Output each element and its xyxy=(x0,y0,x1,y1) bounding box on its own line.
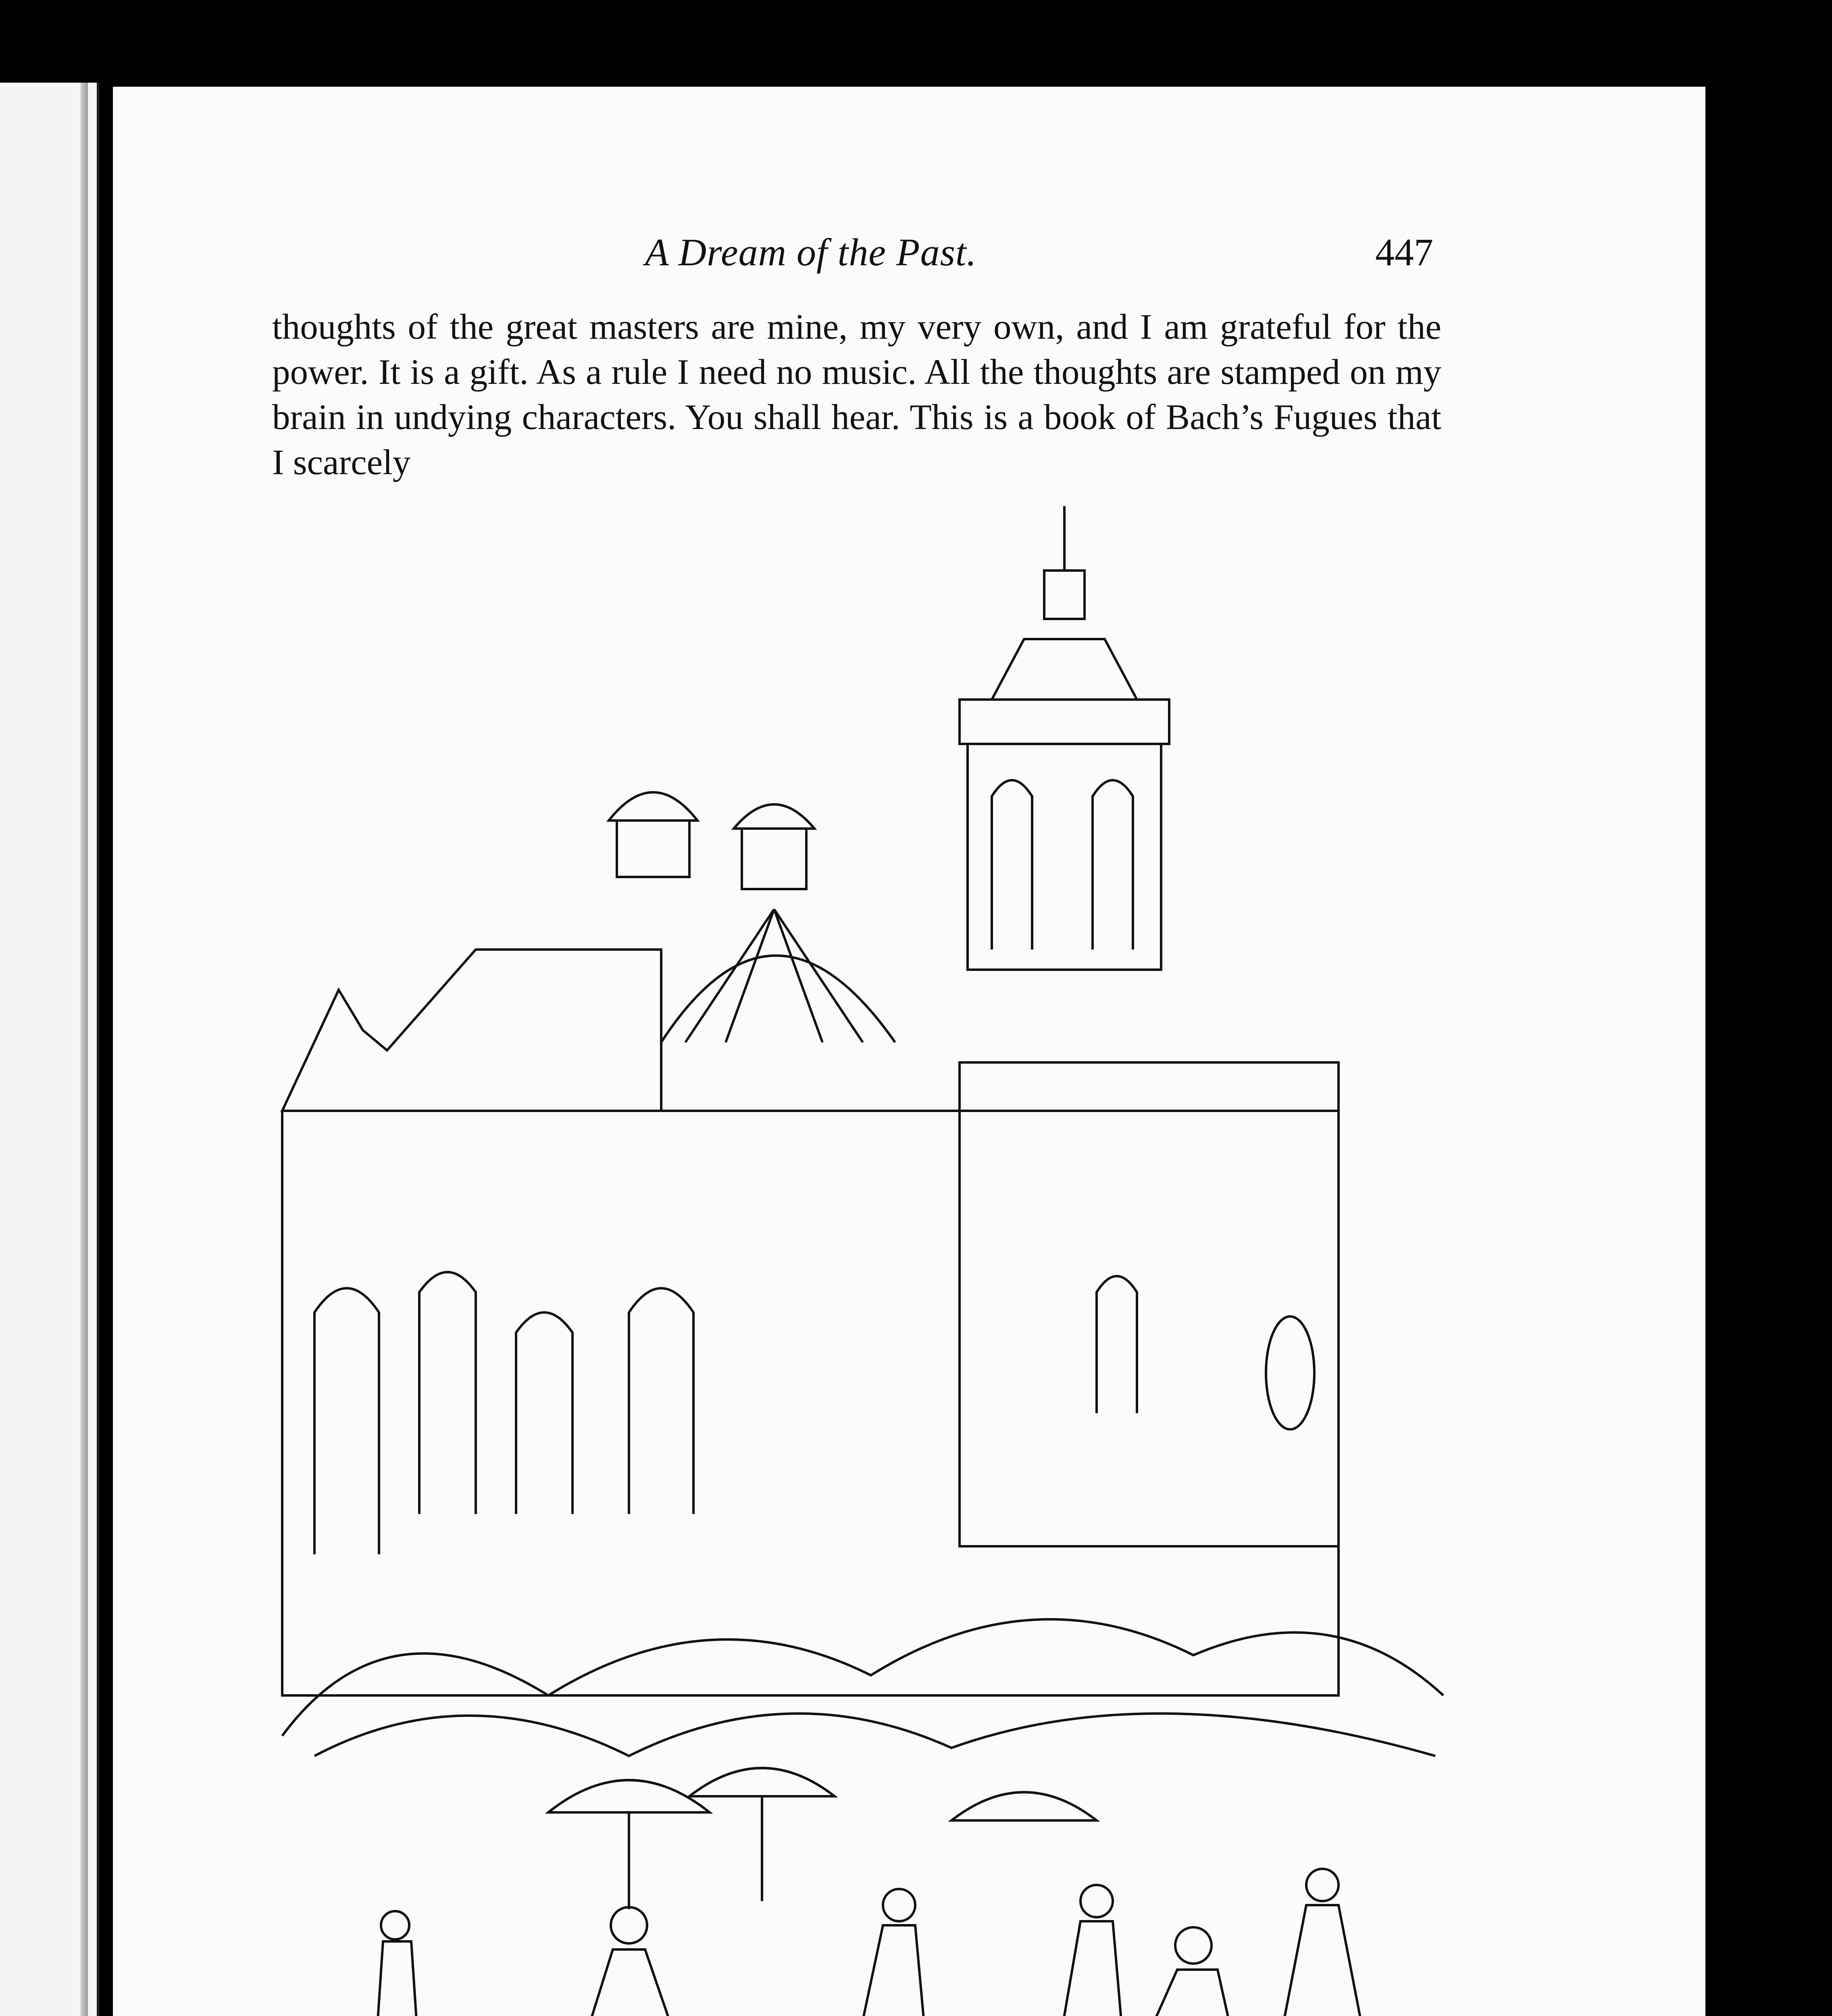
page-number: 447 xyxy=(1375,231,1433,274)
cathedral-illustration xyxy=(266,506,1459,2016)
paragraph-top: thoughts of the great masters are mine, my very own, and I am grateful for the power. It is a gift. As a rule I need no music. All the thoughts are stamped on my brain in undying characters. You shall hear. This is a book of Bach’s Fugues that I scarcely xyxy=(272,307,1441,482)
running-title: A Dream of the Past. xyxy=(645,231,977,274)
text-top xyxy=(272,304,1441,485)
page-header xyxy=(113,230,1705,282)
book-page xyxy=(113,87,1705,2016)
left-page-edge xyxy=(81,83,88,2016)
